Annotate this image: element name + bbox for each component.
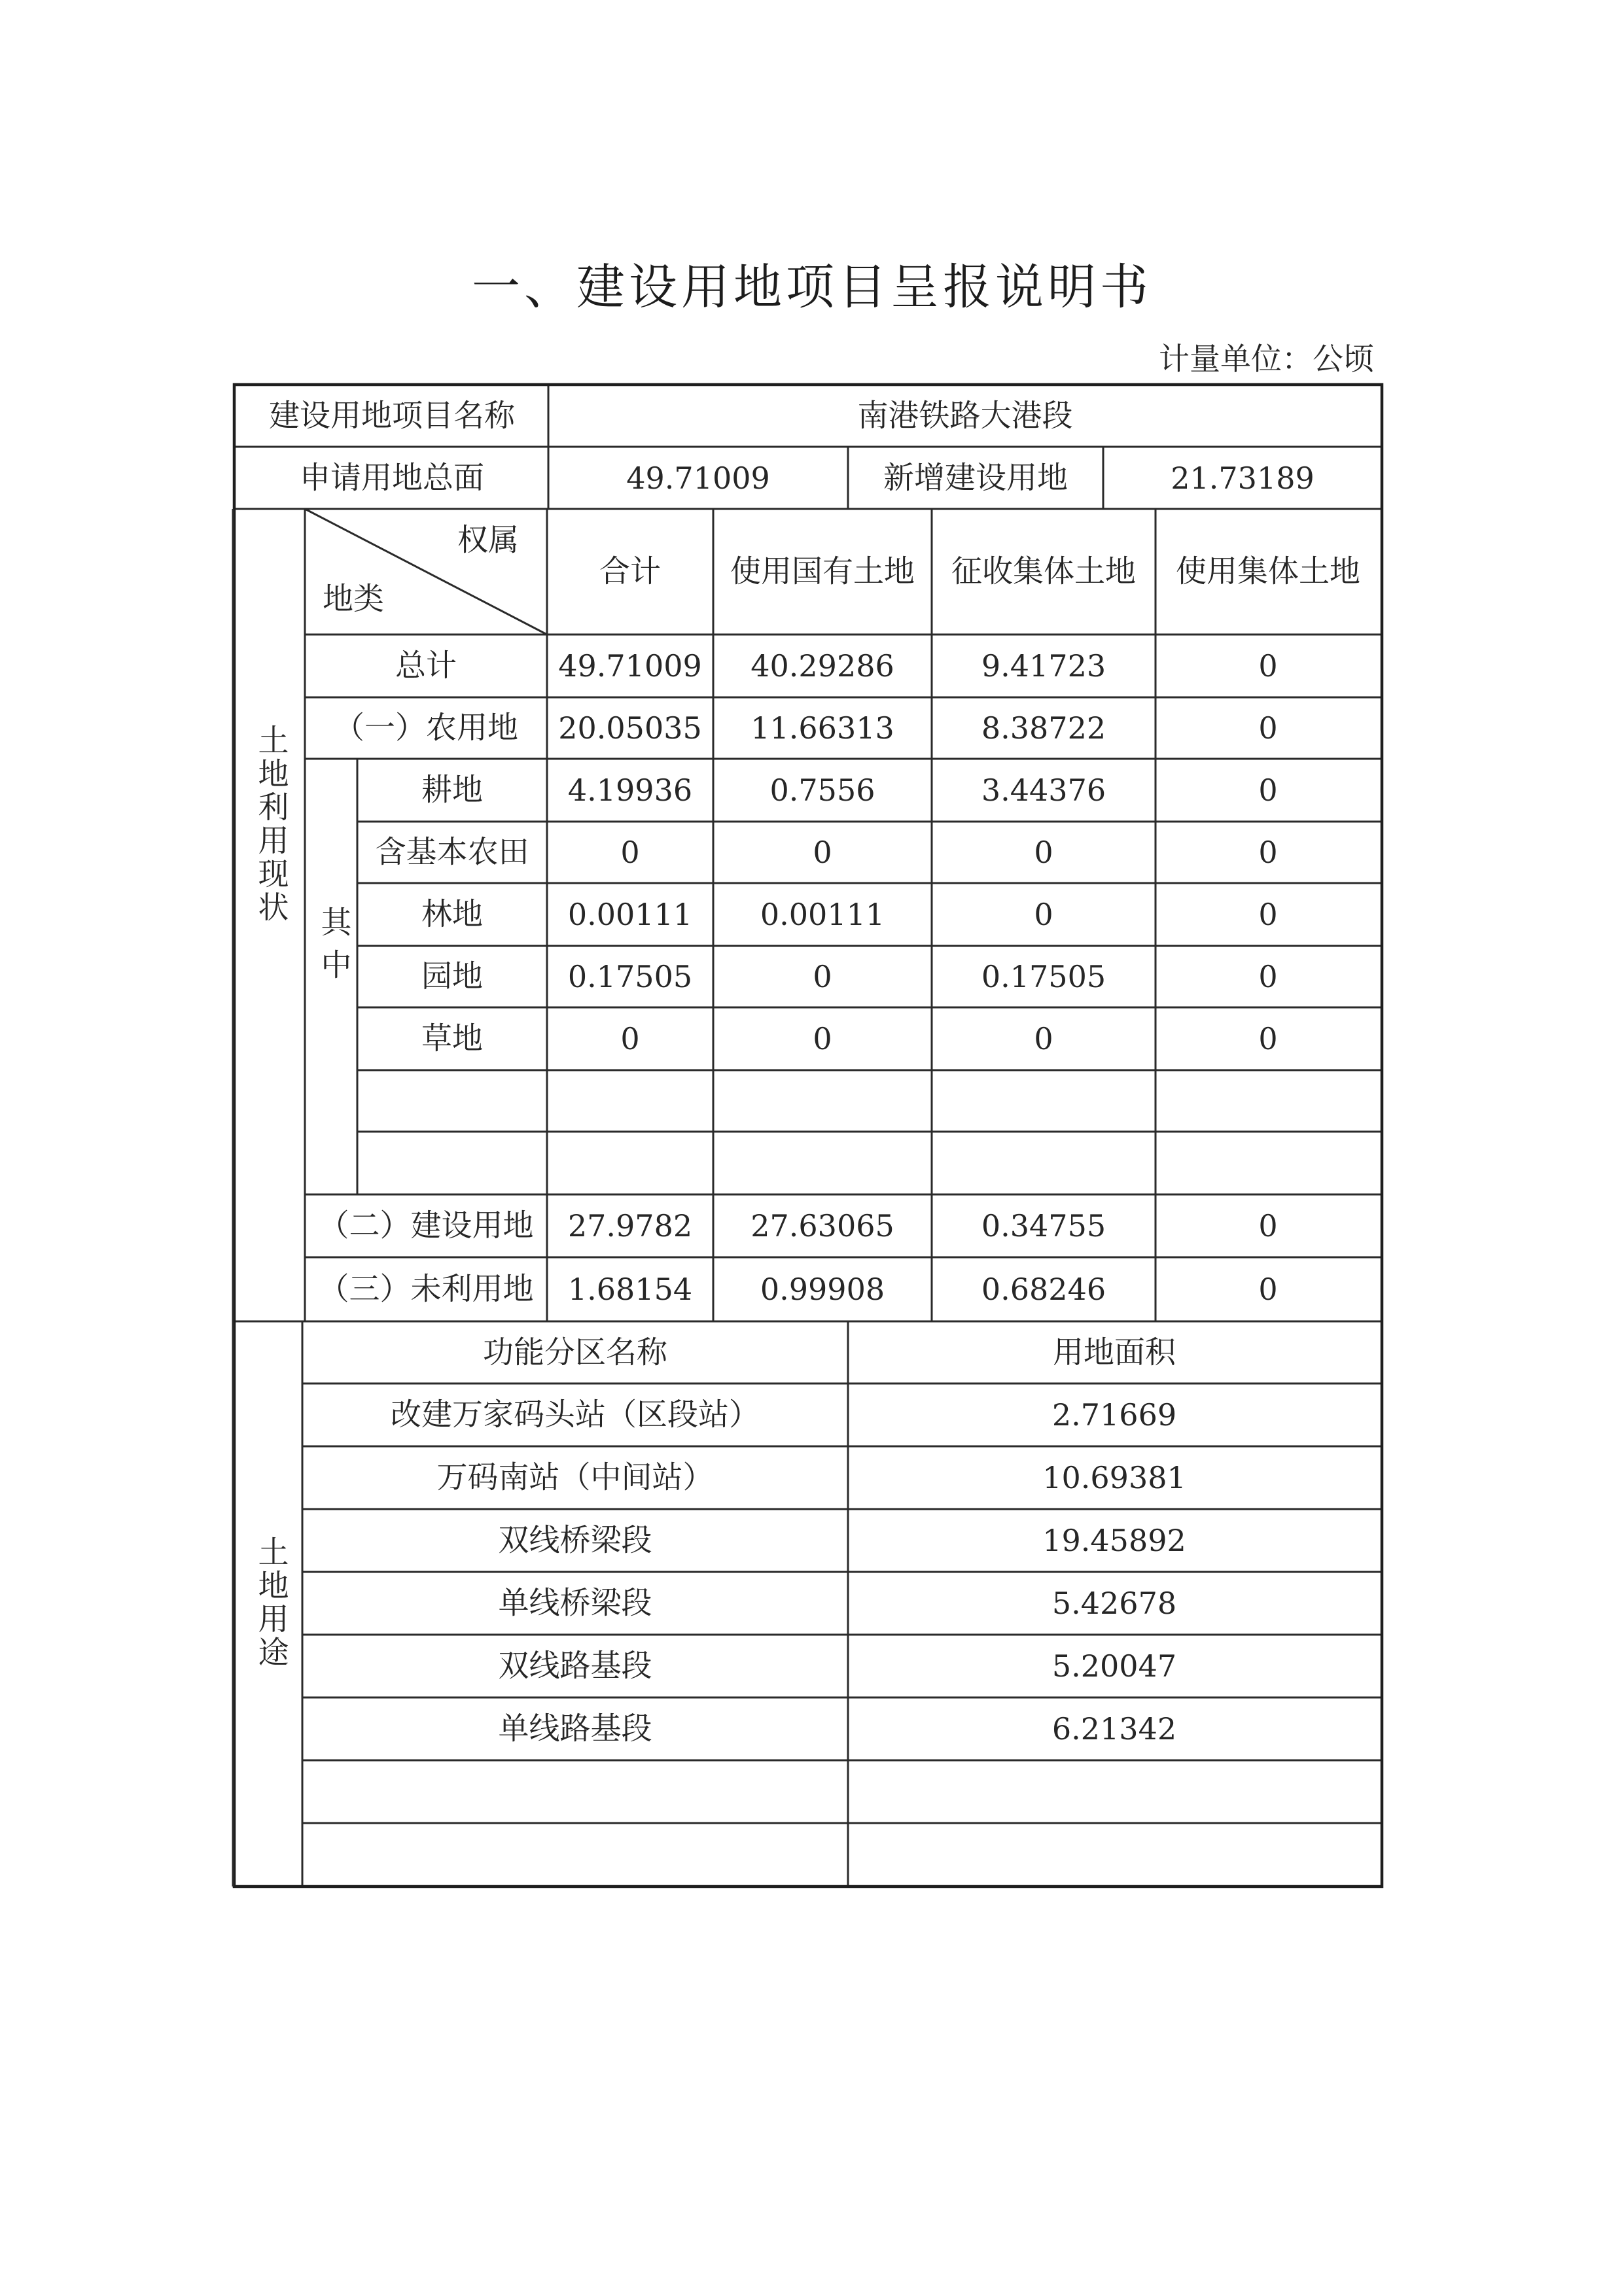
list-item	[499, 1523, 1186, 1559]
cell: 0	[1258, 959, 1278, 994]
usage-area: 2.71669	[1051, 1397, 1177, 1433]
row-label: 耕地	[421, 772, 483, 809]
usage-name: 单线桥梁段	[498, 1585, 652, 1622]
cell: 0.7556	[769, 773, 875, 808]
usage-col-name: 功能分区名称	[483, 1334, 667, 1371]
cell: 11.66313	[750, 710, 894, 746]
list-item	[499, 1648, 1177, 1684]
cell: 4.19936	[567, 773, 693, 808]
cell: 0	[1258, 897, 1278, 932]
cell: 0	[1258, 835, 1278, 870]
diag-top-label: 权属	[457, 522, 519, 559]
usage-area: 5.20047	[1051, 1648, 1177, 1684]
cell: 3.44376	[981, 773, 1106, 808]
usage-name: 双线桥梁段	[498, 1522, 652, 1559]
table-row	[395, 648, 1278, 684]
row-label: （二）建设用地	[318, 1208, 534, 1244]
new-construction-label: 新增建设用地	[883, 460, 1068, 496]
usage-name: 万码南站（中间站）	[436, 1459, 714, 1496]
row-label: 总计	[395, 648, 457, 684]
table-row	[319, 1272, 1278, 1308]
project-name: 南港铁路大港段	[857, 398, 1073, 434]
document-title: 一、建设用地项目呈报说明书	[472, 259, 1152, 315]
land-usage-section	[253, 1321, 1381, 1887]
list-item	[499, 1711, 1177, 1747]
project-name-label: 建设用地项目名称	[269, 398, 515, 434]
usage-name: 单线路基段	[498, 1711, 652, 1747]
cell: 0	[620, 835, 640, 870]
cell: 27.63065	[750, 1208, 894, 1244]
usage-area: 5.42678	[1051, 1586, 1177, 1621]
cell: 1.68154	[567, 1272, 693, 1307]
table-row	[376, 835, 1278, 871]
row-label: 草地	[421, 1020, 483, 1057]
cell: 0.68246	[981, 1272, 1106, 1307]
cell: 9.41723	[981, 648, 1106, 684]
status-section-label: 土地利用现状	[253, 724, 289, 924]
table-border	[234, 385, 1382, 1887]
usage-name: 改建万家码头站（区段站）	[391, 1397, 760, 1433]
table-row	[421, 773, 1278, 809]
cell: 0	[813, 1021, 832, 1056]
row-label: 园地	[421, 958, 483, 995]
list-item	[437, 1460, 1186, 1496]
usage-area: 10.69381	[1042, 1460, 1186, 1495]
usage-name: 双线路基段	[498, 1648, 652, 1684]
cell: 40.29286	[750, 648, 894, 684]
table-row	[421, 897, 1278, 933]
col-header-expropriated: 征收集体土地	[951, 553, 1136, 590]
cell: 0	[1258, 1021, 1278, 1056]
land-status-section	[233, 509, 1382, 1321]
cell: 49.71009	[558, 648, 702, 684]
table-row	[421, 1021, 1278, 1057]
cell: 0	[1258, 648, 1278, 684]
cell: 0	[813, 835, 832, 870]
cell: 0	[1258, 710, 1278, 746]
col-header-state: 使用国有土地	[730, 553, 915, 590]
cell: 0	[1258, 773, 1278, 808]
cell: 0	[1034, 897, 1053, 932]
col-header-total: 合计	[599, 553, 661, 590]
cell: 0	[813, 959, 832, 994]
cell: 0	[620, 1021, 640, 1056]
among-label: 其中	[315, 906, 352, 991]
new-construction-value: 21.73189	[1171, 461, 1315, 496]
cell: 0	[1258, 1272, 1278, 1307]
total-area-value: 49.71009	[626, 461, 770, 496]
table-row	[421, 959, 1278, 995]
row-label: （一）农用地	[334, 710, 518, 746]
usage-col-area: 用地面积	[1053, 1334, 1176, 1371]
cell: 0.00111	[760, 897, 885, 932]
row-label: 含基本农田	[375, 834, 529, 871]
cell: 27.9782	[567, 1208, 693, 1244]
cell: 0.34755	[981, 1208, 1106, 1244]
usage-area: 6.21342	[1051, 1711, 1177, 1747]
cell: 0	[1258, 1208, 1278, 1244]
unit-label: 计量单位：公顷	[1159, 341, 1374, 377]
table-row	[319, 1208, 1278, 1244]
usage-area: 19.45892	[1042, 1523, 1186, 1558]
total-area-label: 申请用地总面	[300, 460, 484, 496]
table-row	[334, 710, 1278, 746]
row-label: （三）未利用地	[318, 1271, 534, 1308]
col-header-collective: 使用集体土地	[1176, 553, 1360, 590]
cell: 0	[1034, 835, 1053, 870]
cell: 0.17505	[567, 959, 693, 994]
row-label: 林地	[421, 896, 483, 933]
cell: 20.05035	[558, 710, 702, 746]
usage-section-label: 土地用途	[253, 1536, 289, 1669]
header-section	[236, 385, 1382, 509]
diag-bottom-label: 地类	[323, 581, 384, 617]
cell: 0.00111	[567, 897, 693, 932]
list-item	[391, 1397, 1176, 1433]
list-item	[499, 1586, 1177, 1622]
cell: 0.17505	[981, 959, 1106, 994]
cell: 8.38722	[981, 710, 1106, 746]
cell: 0	[1034, 1021, 1053, 1056]
cell: 0.99908	[760, 1272, 885, 1307]
